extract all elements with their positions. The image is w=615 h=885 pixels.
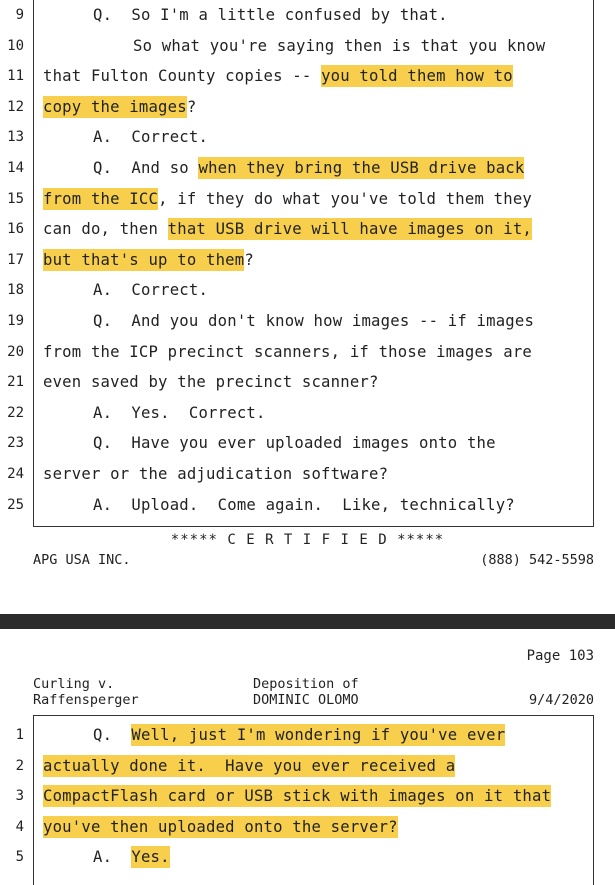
line-text [93,275,208,305]
line-text [93,490,515,520]
highlighted-text: when they bring the USB drive back [198,159,525,177]
line-number: 5 [15,849,24,866]
line-number: 14 [7,160,24,176]
line-text [43,184,532,214]
transcript-line [0,812,615,842]
line-text [93,428,496,458]
highlighted-text: CompactFlash card or USB stick with images on it that [43,787,552,806]
transcript-line [0,337,615,367]
line-text [93,306,534,336]
deponent-name: DOMINIC OLOMO [253,692,359,708]
transcript-line [0,61,615,91]
transcript-line [0,842,615,872]
page-number: Page 103 [526,648,594,664]
line-text [43,812,398,842]
case-name-line-2: Raffensperger [33,692,139,708]
case-name [33,676,139,708]
text-segment: even saved by the precinct scanner? [43,373,379,392]
line-number: 25 [7,496,24,513]
line-number: 16 [7,221,24,238]
line-number: 19 [7,313,24,329]
text-segment: A. Yes. Correct. [93,403,266,422]
transcript-line [0,214,615,244]
line-text [43,337,532,367]
line-number: 10 [7,37,24,54]
text-segment: Q. [93,726,132,744]
transcript-line [0,398,615,428]
line-number: 23 [7,435,24,452]
line-number: 11 [7,68,24,85]
line-number: 12 [7,98,24,115]
highlighted-text: copy the images [43,97,187,116]
line-number: 24 [7,466,24,482]
text-segment: A. Correct. [93,128,209,147]
transcript-line [0,0,615,30]
line-text [43,781,551,811]
transcript-line [0,428,615,458]
transcript-line [0,245,615,275]
text-segment: that Fulton County copies -- [43,67,322,86]
transcript-line [0,92,615,122]
transcript-line [0,275,615,305]
transcript-line [0,184,615,214]
text-segment: A. [93,848,132,867]
line-number: 1 [15,727,24,743]
line-text [43,61,513,91]
transcript-line [0,367,615,397]
line-text [93,842,170,872]
highlighted-text: that USB drive will have images on it, [167,220,533,239]
text-segment: Q. Have you ever uploaded images onto the [93,434,496,453]
text-segment: A. Correct. [93,281,209,300]
highlighted-text: Yes. [131,848,170,867]
transcript-line [0,459,615,489]
line-text [43,367,379,397]
transcript-line [0,306,615,336]
highlighted-text: you've then uploaded onto the server? [43,817,398,836]
text-segment: ? [186,97,197,116]
highlighted-text: but that's up to them [43,250,245,269]
deposition-date: 9/4/2020 [528,692,594,708]
line-text [93,720,505,750]
text-segment: ? [244,250,254,269]
transcript-line [0,31,615,61]
line-number: 17 [7,251,24,268]
line-number: 2 [15,757,24,774]
case-name-line-1: Curling v. [33,676,115,692]
line-number: 13 [7,129,24,146]
text-segment: Q. And so [93,159,199,177]
line-number: 9 [15,7,24,23]
highlighted-text: you told them how to [321,67,513,86]
line-number: 3 [15,788,24,805]
line-number: 20 [7,343,24,360]
text-segment: Q. And you don't know how images -- if images [93,312,535,330]
line-text [93,0,448,30]
line-text [93,398,266,428]
line-text [43,245,254,275]
transcript-line [0,781,615,811]
line-number: 18 [7,282,24,299]
transcript-line [0,751,615,781]
highlighted-text: from the ICC [43,189,159,208]
deposition-label: Deposition of [253,676,359,692]
text-segment: So what you're saying then is that you know [133,36,546,55]
text-segment: server or the adjudication software? [43,465,389,483]
line-number: 15 [7,190,24,207]
company-name: APG USA INC. [33,552,131,568]
text-segment: Q. So I'm a little confused by that. [93,6,448,24]
page-separator [0,614,615,629]
line-number: 21 [7,374,24,391]
company-phone: (888) 542-5598 [480,552,594,568]
line-text [133,31,545,61]
line-number: 22 [7,404,24,421]
line-text [43,214,532,244]
transcript-line [0,490,615,520]
line-number: 4 [15,818,24,835]
transcript-line [0,153,615,183]
text-segment: , if they do what you've told them they [158,189,533,208]
line-text [93,153,524,183]
transcript-line [0,720,615,750]
text-segment: A. Upload. Come again. Like, technically? [93,495,515,514]
line-text [43,459,388,489]
highlighted-text: actually done it. Have you ever received a [43,756,456,775]
text-segment: can do, then [43,220,168,239]
transcript-line [0,122,615,152]
line-text [43,92,196,122]
line-text [93,122,208,152]
text-segment: from the ICP precinct scanners, if those images are [43,342,532,361]
certified-mark: ***** C E R T I F I E D ***** [170,532,445,548]
line-text [43,751,455,781]
deposition-of [253,676,359,708]
highlighted-text: Well, just I'm wondering if you've ever [131,726,506,744]
